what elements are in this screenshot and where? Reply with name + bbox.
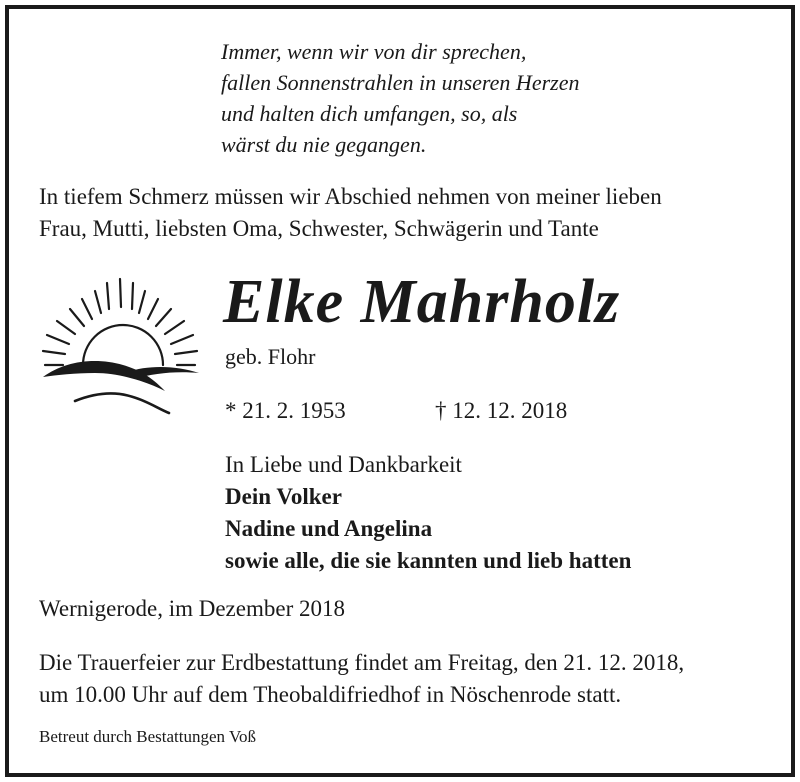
maiden-name: geb. Flohr	[225, 344, 316, 369]
undertaker-credit: Betreut durch Bestattungen Voß	[39, 727, 257, 746]
announcement-text	[39, 181, 662, 245]
rising-sun-over-hills-icon	[35, 273, 201, 423]
mourners-greeting: In Liebe und Dankbarkeit	[225, 452, 462, 477]
poem-line: Immer, wenn wir von dir sprechen,	[221, 39, 527, 64]
birth-date: * 21. 2. 1953	[225, 398, 346, 423]
mourner-line: sowie alle, die sie kannten und lieb hatten	[225, 548, 632, 573]
memorial-poem	[221, 36, 579, 160]
deceased-name: Elke Mahrholz	[223, 268, 621, 336]
funeral-line: Die Trauerfeier zur Erdbestattung findet am Freitag, den 21. 12. 2018,	[39, 650, 685, 675]
obituary-notice	[5, 5, 795, 777]
announcement-line: Frau, Mutti, liebsten Oma, Schwester, Schwägerin und Tante	[39, 216, 599, 241]
mourners	[225, 449, 631, 577]
announcement-line: In tiefem Schmerz müssen wir Abschied nehmen von meiner lieben	[39, 184, 662, 209]
poem-line: fallen Sonnenstrahlen in unseren Herzen	[221, 70, 580, 95]
place-and-date: Wernigerode, im Dezember 2018	[39, 596, 345, 621]
mourner-line: Nadine und Angelina	[225, 516, 433, 541]
poem-line: wärst du nie gegangen.	[221, 132, 427, 157]
death-date: † 12. 12. 2018	[435, 398, 568, 423]
poem-line: und halten dich umfangen, so, als	[221, 101, 518, 126]
funeral-details	[39, 647, 684, 711]
funeral-line: um 10.00 Uhr auf dem Theobaldifriedhof in Nöschenrode statt.	[39, 682, 622, 707]
mourner-line: Dein Volker	[225, 484, 342, 509]
